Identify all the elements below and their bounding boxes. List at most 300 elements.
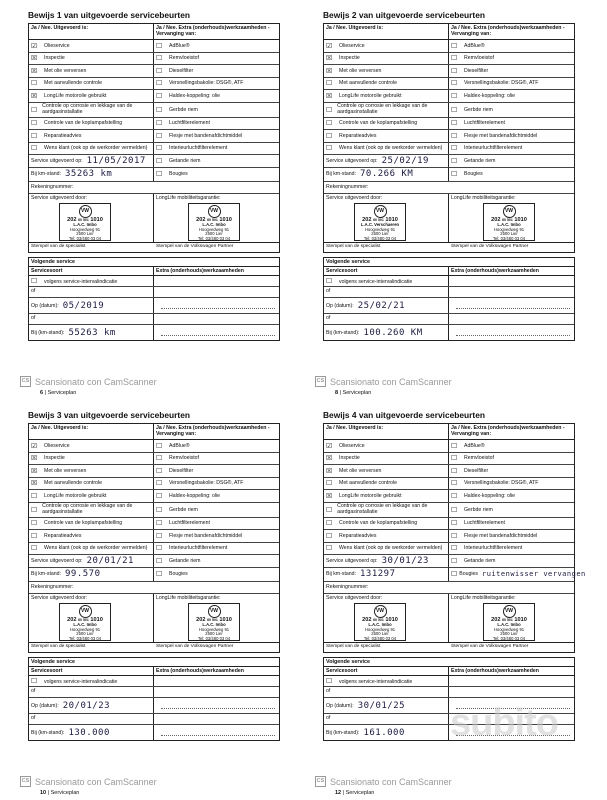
of-label: of — [324, 287, 449, 297]
extra-item — [154, 478, 279, 490]
checkbox-icon[interactable]: ☐ — [156, 119, 163, 128]
checkbox-icon[interactable]: ☑ — [326, 441, 333, 450]
page-number: 6 — [40, 390, 44, 396]
extra-item — [154, 530, 279, 542]
service-row — [29, 543, 279, 556]
stamp-city: 2500 Lier — [371, 231, 389, 237]
header-uitgevoerd: Ja / Nee. Uitgevoerd is: — [29, 424, 154, 439]
extra-item — [154, 440, 279, 452]
checkbox-icon[interactable]: ☐ — [326, 119, 333, 128]
checkbox-icon[interactable]: ☐ — [326, 544, 333, 553]
stamp-number-sub: 60 501 — [502, 218, 513, 222]
service-item-label: Controle van de koplampafstelling — [44, 520, 123, 527]
stamp-number-main: 202 — [67, 617, 77, 623]
stamp-number-main: 202 — [196, 617, 206, 623]
checkbox-icon[interactable]: ☐ — [326, 79, 333, 88]
camscanner-text: Scansionato con CamScanner — [35, 376, 157, 387]
checkbox-icon[interactable]: ☐ — [31, 519, 38, 528]
service-date-value[interactable]: 30/01/23 — [381, 555, 429, 566]
checkbox-icon[interactable]: ☐ — [156, 544, 163, 553]
service-item — [29, 440, 154, 452]
checkbox-icon[interactable]: ☐ — [156, 170, 163, 178]
stamp-tel: Tel: 03/480 03 04 — [197, 236, 231, 242]
service-item-label: Inspectie — [339, 55, 360, 62]
rekening-label: Rekeningnummer: — [31, 184, 74, 191]
extra-item — [154, 103, 279, 117]
extra-header: Extra (onderhouds)werkzaamheden — [451, 268, 539, 274]
service-row — [29, 143, 279, 156]
service-date-cell — [324, 155, 449, 167]
extra-item — [154, 490, 279, 502]
checkbox-icon[interactable]: ☐ — [451, 105, 458, 114]
service-item — [324, 130, 449, 142]
stamp-city: 2500 Lier — [76, 231, 94, 237]
of-label: of — [29, 687, 154, 697]
service-door-label: Service uitgevoerd door: — [326, 195, 383, 201]
camscanner-text: Scansionato con CamScanner — [330, 776, 452, 787]
service-item-label: LongLife motorolie gebruikt — [339, 92, 402, 99]
checkbox-icon[interactable]: ☐ — [451, 144, 458, 153]
extra-item — [449, 518, 574, 530]
page-footer: 12 | Serviceplan — [335, 790, 375, 796]
checkbox-icon[interactable]: ☐ — [31, 131, 38, 140]
stamp-code: 1010 — [385, 617, 398, 623]
stamp-street: Hoogvedweg 91 — [493, 226, 525, 232]
header-uitgevoerd: Ja / Nee. Uitgevoerd is: — [29, 24, 154, 39]
km-value[interactable]: 99.570 — [64, 569, 101, 579]
stamp-city: 2500 Lier — [205, 631, 223, 637]
checkbox-icon[interactable]: ☐ — [451, 556, 458, 565]
checkbox-icon[interactable]: ☐ — [156, 556, 163, 565]
extra-item — [154, 543, 279, 555]
of-label: of — [324, 687, 449, 697]
service-row — [29, 440, 279, 453]
checkbox-icon[interactable]: ☐ — [31, 531, 38, 540]
extra-item-label: Interieurluchtfilterelement — [464, 145, 523, 152]
servicesoort-header: Servicesoort — [324, 667, 449, 675]
extra-item-label: Gerbde riem — [169, 106, 198, 113]
header-extra: Ja / Nee. Extra (onderhouds)werkzaamheden - Vervanging van: — [156, 425, 270, 437]
next-km-label: Bij (km-stand): — [31, 329, 65, 336]
service-item — [29, 78, 154, 90]
checkbox-icon[interactable]: ☐ — [156, 66, 163, 75]
extra-item-label: Gerbde riem — [464, 506, 493, 513]
extra-item — [449, 40, 574, 52]
checkbox-icon[interactable]: ☐ — [326, 131, 333, 140]
checkbox-icon[interactable]: ☐ — [31, 491, 38, 500]
extra-item — [154, 453, 279, 465]
checkbox-icon[interactable]: ☐ — [451, 156, 458, 165]
checkbox-icon[interactable]: ☑ — [31, 41, 38, 50]
checkbox-icon[interactable]: ☑ — [326, 41, 333, 50]
checkbox-icon[interactable]: ☐ — [156, 570, 163, 578]
stamp-city: 2500 Lier — [500, 631, 518, 637]
checkbox-icon[interactable]: ☐ — [156, 79, 163, 88]
checkbox-icon[interactable]: ☐ — [31, 79, 38, 88]
next-service-header — [29, 267, 279, 276]
next-km-value[interactable]: 161.000 — [363, 727, 405, 738]
checkbox-icon[interactable]: ☐ — [156, 41, 163, 50]
extra-item — [154, 155, 279, 167]
checkbox-icon[interactable]: ☐ — [31, 677, 38, 685]
next-date-cell — [324, 298, 449, 313]
servicesoort-header: Servicesoort — [324, 267, 449, 275]
camscanner-watermark — [315, 376, 452, 387]
stamp-tel: Tel: 03/480 03 04 — [68, 236, 102, 242]
checkbox-icon[interactable]: ☐ — [326, 505, 333, 514]
extra-item-label: Getande riem — [464, 157, 496, 164]
checkbox-icon[interactable]: ☐ — [156, 105, 163, 114]
service-date-label: Service uitgevoerd op: — [31, 157, 83, 164]
extra-note[interactable]: ruitenwisser vervangen — [482, 570, 586, 578]
table-header — [324, 24, 574, 40]
checkbox-icon[interactable]: ☐ — [156, 131, 163, 140]
stamp-zone — [29, 194, 279, 243]
service-item-label: Wens klant (ook op de werkorder vermelden) — [44, 144, 148, 151]
camscanner-watermark — [315, 776, 452, 787]
extra-item — [154, 78, 279, 90]
service-item-label: Olieservice — [44, 42, 70, 49]
extra-item-label: Luchtfilterelement — [464, 120, 505, 127]
checkbox-icon[interactable]: ☒ — [31, 466, 38, 475]
service-item-label: Wens klant (ook op de werkorder vermelden) — [44, 544, 148, 551]
service-row — [29, 78, 279, 91]
extra-item-label: Bougies — [464, 171, 483, 177]
interval-cell — [29, 676, 154, 686]
km-label: Bij km-stand: — [31, 571, 61, 577]
service-item-label: Met aanvullende controle — [44, 80, 102, 87]
vw-logo-icon: VW — [503, 205, 516, 218]
checkbox-icon[interactable]: ☐ — [156, 466, 163, 475]
next-service-box — [28, 657, 280, 741]
service-row — [29, 490, 279, 503]
checkbox-icon[interactable]: ☐ — [451, 531, 458, 540]
checkbox-icon[interactable]: ☐ — [156, 491, 163, 500]
camscanner-watermark — [20, 376, 157, 387]
service-item — [29, 103, 154, 117]
extra-item — [449, 168, 574, 181]
checkbox-icon[interactable]: ☐ — [156, 156, 163, 165]
extra-item — [449, 503, 574, 517]
service-item-label: Controle op corrosie en lekkage van de aardgasinstallatie — [337, 103, 428, 115]
service-page-3 — [20, 408, 292, 796]
stamp-zone — [29, 594, 279, 643]
service-row — [324, 543, 574, 556]
extra-item — [449, 490, 574, 502]
stamp-tel: Tel: 03/480 03 04 — [68, 636, 102, 642]
extra-item-label: Flesje met bandenafdichtmiddel — [169, 132, 243, 139]
extra-item — [449, 440, 574, 452]
longlife-cell — [154, 594, 279, 642]
service-date-cell — [324, 555, 449, 567]
checkbox-icon[interactable]: ☐ — [326, 531, 333, 540]
checkbox-icon[interactable]: ☐ — [451, 170, 458, 178]
km-label: Bij km-stand: — [326, 171, 356, 177]
checkbox-icon[interactable]: ☐ — [156, 54, 163, 63]
next-service-title: Volgende service — [29, 258, 279, 267]
service-item-label: Controle op corrosie en lekkage van de aardgasinstallatie — [337, 503, 428, 515]
next-km-value[interactable]: 130.000 — [68, 727, 110, 738]
checkbox-icon[interactable]: ☐ — [451, 479, 458, 488]
checkbox-icon[interactable]: ☒ — [326, 491, 333, 500]
checkbox-icon[interactable]: ☐ — [326, 479, 333, 488]
km-value[interactable]: 70.266 KM — [359, 169, 414, 179]
next-date-value[interactable]: 25/02/21 — [357, 300, 406, 311]
checkbox-icon[interactable]: ☐ — [326, 519, 333, 528]
checkbox-icon[interactable]: ☒ — [326, 466, 333, 475]
footer-serviceplan: Serviceplan — [50, 790, 80, 796]
of-label: of — [29, 287, 154, 297]
stempel-specialist: Stempel van de specialist — [31, 644, 86, 649]
extra-item-label: Getande riem — [169, 157, 201, 164]
signature-row — [324, 643, 574, 652]
stamp-street: Hoogvedweg 91 — [364, 626, 396, 632]
next-km-value[interactable]: 55263 km — [68, 327, 116, 338]
service-item-label: Met olie verversen — [44, 467, 87, 474]
of-label: of — [324, 714, 449, 724]
service-item — [29, 53, 154, 65]
extra-item — [154, 465, 279, 477]
extra-item-label: Remvloeistof — [169, 455, 199, 462]
footer-serviceplan: Serviceplan — [47, 390, 77, 396]
service-item-label: Wens klant (ook op de werkorder vermelden) — [339, 544, 443, 551]
next-date-label: Op (datum): — [326, 302, 354, 309]
extra-item-label: Versnellingsbakolie: DSG®, ATF — [464, 80, 539, 87]
camscanner-logo-icon: CS — [315, 776, 326, 787]
checkbox-icon[interactable]: ☐ — [156, 519, 163, 528]
service-row — [324, 440, 574, 453]
extra-item-label: Luchtfilterelement — [464, 520, 505, 527]
checkbox-icon[interactable]: ☐ — [451, 41, 458, 50]
next-date-value[interactable]: 30/01/25 — [357, 700, 406, 711]
service-date-row — [324, 155, 574, 168]
page-number: 12 — [335, 790, 342, 796]
service-item-label: Met olie verversen — [339, 467, 382, 474]
checkbox-icon[interactable]: ☐ — [156, 505, 163, 514]
service-item — [324, 530, 449, 542]
service-row — [29, 518, 279, 531]
dealer-stamp — [354, 203, 406, 241]
checkbox-icon[interactable]: ☒ — [326, 66, 333, 75]
interval-label: volgens service-intervalindicatie — [44, 279, 118, 285]
extra-item-label: Versnellingsbakolie: DSG®, ATF — [169, 480, 244, 487]
stamp-tel: Tel: 03/480 03 04 — [492, 236, 526, 242]
checkbox-icon[interactable]: ☐ — [31, 119, 38, 128]
checkbox-icon[interactable]: ☐ — [451, 79, 458, 88]
km-row — [29, 568, 279, 582]
page-title: Bewijs 2 van uitgevoerde servicebeurten — [323, 10, 485, 20]
page-footer: 10 | Serviceplan — [40, 790, 80, 796]
checkbox-icon[interactable]: ☐ — [156, 531, 163, 540]
service-item — [324, 478, 449, 490]
checkbox-icon[interactable]: ☐ — [156, 144, 163, 153]
checkbox-icon[interactable]: ☐ — [451, 54, 458, 63]
extra-item — [449, 465, 574, 477]
service-page-1 — [20, 8, 292, 396]
checkbox-icon[interactable]: ☐ — [451, 505, 458, 514]
stamp-number-sub: 60 501 — [78, 218, 89, 222]
next-km-row — [29, 325, 279, 340]
signature-row — [29, 643, 279, 652]
extra-header: Extra (onderhouds)werkzaamheden — [156, 668, 244, 674]
service-item-label: Controle van de koplampafstelling — [339, 120, 418, 127]
service-item-label: Reparatieadvies — [44, 132, 82, 139]
of-row — [29, 287, 279, 298]
checkbox-icon[interactable]: ☐ — [451, 491, 458, 500]
signature-row — [29, 243, 279, 252]
checkbox-icon[interactable]: ☐ — [156, 91, 163, 100]
service-item-label: Olieservice — [44, 442, 70, 449]
service-item-label: Olieservice — [339, 42, 365, 49]
checkbox-icon[interactable]: ☑ — [31, 441, 38, 450]
stamp-number-main: 202 — [362, 617, 372, 623]
header-extra: Ja / Nee. Extra (onderhouds)werkzaamheden - Vervanging van: — [156, 25, 270, 37]
next-date-cell — [29, 298, 154, 313]
service-table — [323, 23, 575, 253]
of-label: of — [29, 314, 154, 324]
checkbox-icon[interactable]: ☐ — [31, 544, 38, 553]
stempel-partner: Stempel van de Volkswagen Partner — [156, 644, 234, 649]
extra-item-label: Dieselfilter — [169, 467, 194, 474]
service-item — [29, 530, 154, 542]
checkbox-icon[interactable]: ☒ — [326, 54, 333, 63]
extra-header: Extra (onderhouds)werkzaamheden — [451, 668, 539, 674]
checkbox-icon[interactable]: ☐ — [451, 466, 458, 475]
next-date-value[interactable]: 20/01/23 — [62, 700, 111, 711]
checkbox-icon[interactable]: ☐ — [326, 105, 333, 114]
checkbox-icon[interactable]: ☐ — [326, 144, 333, 153]
service-item-label: Controle op corrosie en lekkage van de aardgasinstallatie — [42, 503, 133, 515]
km-row — [29, 168, 279, 182]
interval-row — [324, 676, 574, 687]
stamp-code: 1010 — [219, 617, 232, 623]
interval-cell — [324, 676, 449, 686]
stempel-specialist: Stempel van de specialist — [31, 244, 86, 249]
checkbox-icon[interactable]: ☐ — [451, 91, 458, 100]
checkbox-icon[interactable]: ☒ — [326, 454, 333, 463]
checkbox-icon[interactable]: ☐ — [451, 544, 458, 553]
checkbox-icon[interactable]: ☐ — [31, 505, 38, 514]
km-label: Bij km-stand: — [31, 171, 61, 177]
service-row — [324, 143, 574, 156]
extra-item-label: AdBlue® — [464, 442, 485, 449]
stamp-code: 1010 — [90, 617, 103, 623]
stamp-code: 1010 — [385, 217, 398, 223]
service-row — [324, 118, 574, 131]
stamp-city: 2500 Lier — [76, 631, 94, 637]
header-uitgevoerd: Ja / Nee. Uitgevoerd is: — [324, 424, 449, 439]
page-title: Bewijs 4 van uitgevoerde servicebeurten — [323, 410, 485, 420]
service-date-label: Service uitgevoerd op: — [326, 557, 378, 564]
service-item-label: Met aanvullende controle — [44, 480, 102, 487]
subito-watermark: subito — [450, 702, 558, 744]
checkbox-icon[interactable]: ☐ — [451, 441, 458, 450]
rekening-row — [324, 182, 574, 195]
service-row — [324, 478, 574, 491]
service-row — [324, 53, 574, 66]
checkbox-icon[interactable]: ☒ — [31, 54, 38, 63]
checkbox-icon[interactable]: ☐ — [451, 131, 458, 140]
checkbox-icon[interactable]: ☐ — [156, 479, 163, 488]
of-label: of — [29, 714, 154, 724]
service-row — [324, 130, 574, 143]
next-date-value[interactable]: 05/2019 — [62, 300, 105, 311]
checkbox-icon[interactable]: ☐ — [31, 144, 38, 153]
km-cell — [324, 568, 449, 581]
next-km-row — [324, 325, 574, 340]
service-date-value[interactable]: 20/01/21 — [86, 555, 134, 566]
interval-label: volgens service-intervalindicatie — [44, 679, 118, 685]
checkbox-icon[interactable]: ☐ — [326, 277, 333, 285]
extra-item-label: Bougies — [169, 571, 188, 577]
stamp-street: Hoogvedweg 91 — [364, 226, 396, 232]
km-cell — [29, 568, 154, 581]
extra-item-label: Getande riem — [169, 557, 201, 564]
next-date-label: Op (datum): — [326, 702, 354, 709]
extra-item-label: Flesje met bandenafdichtmiddel — [169, 532, 243, 539]
stempel-partner: Stempel van de Volkswagen Partner — [156, 244, 234, 249]
checkbox-icon[interactable]: ☐ — [156, 441, 163, 450]
extra-item-label: AdBlue® — [169, 442, 190, 449]
service-date-value[interactable]: 25/02/19 — [381, 155, 429, 166]
service-item-label: Met olie verversen — [339, 67, 382, 74]
checkbox-icon[interactable]: ☒ — [31, 454, 38, 463]
service-row — [324, 90, 574, 103]
service-item — [29, 543, 154, 555]
checkbox-icon[interactable]: ☐ — [156, 454, 163, 463]
checkbox-icon[interactable]: ☐ — [451, 519, 458, 528]
checkbox-icon[interactable]: ☐ — [451, 66, 458, 75]
checkbox-icon[interactable]: ☐ — [451, 454, 458, 463]
page-footer: 8 | Serviceplan — [335, 390, 372, 396]
vw-logo-icon: VW — [79, 205, 92, 218]
checkbox-icon[interactable]: ☒ — [31, 91, 38, 100]
checkbox-icon[interactable]: ☒ — [326, 91, 333, 100]
rekening-label: Rekeningnummer: — [31, 584, 74, 591]
checkbox-icon[interactable]: ☐ — [451, 570, 458, 578]
checkbox-icon[interactable]: ☐ — [326, 677, 333, 685]
km-value[interactable]: 35263 km — [64, 169, 113, 179]
service-item — [324, 518, 449, 530]
next-km-cell — [29, 725, 154, 740]
checkbox-icon[interactable]: ☐ — [31, 105, 38, 114]
header-uitgevoerd: Ja / Nee. Uitgevoerd is: — [324, 24, 449, 39]
km-label: Bij km-stand: — [326, 571, 356, 577]
extra-item-label: Luchtfilterelement — [169, 520, 210, 527]
checkbox-icon[interactable]: ☐ — [31, 277, 38, 285]
stamp-dealer-name: L.A.C. Imbo — [73, 621, 97, 627]
service-date-value[interactable]: 11/05/2017 — [86, 155, 146, 166]
checkbox-icon[interactable]: ☒ — [31, 66, 38, 75]
extra-item-label: Haldex-koppeling: olie — [169, 92, 221, 99]
stamp-street: Hoogvedweg 91 — [198, 226, 230, 232]
stamp-number-main: 202 — [67, 217, 77, 223]
km-value[interactable]: 131297 — [359, 569, 396, 579]
checkbox-icon[interactable]: ☐ — [451, 119, 458, 128]
next-km-value[interactable]: 100.260 KM — [363, 327, 423, 338]
service-item-label: Inspectie — [339, 455, 360, 462]
extra-item-label: AdBlue® — [169, 42, 190, 49]
service-item — [324, 490, 449, 502]
stamp-dealer-name: L.A.C. Imbo — [497, 621, 521, 627]
service-item — [29, 503, 154, 517]
table-header — [29, 24, 279, 40]
dealer-stamp — [59, 203, 111, 241]
service-date-row — [324, 555, 574, 568]
dealer-stamp — [188, 603, 240, 641]
service-item-label: Reparatieadvies — [44, 532, 82, 539]
checkbox-icon[interactable]: ☒ — [31, 479, 38, 488]
